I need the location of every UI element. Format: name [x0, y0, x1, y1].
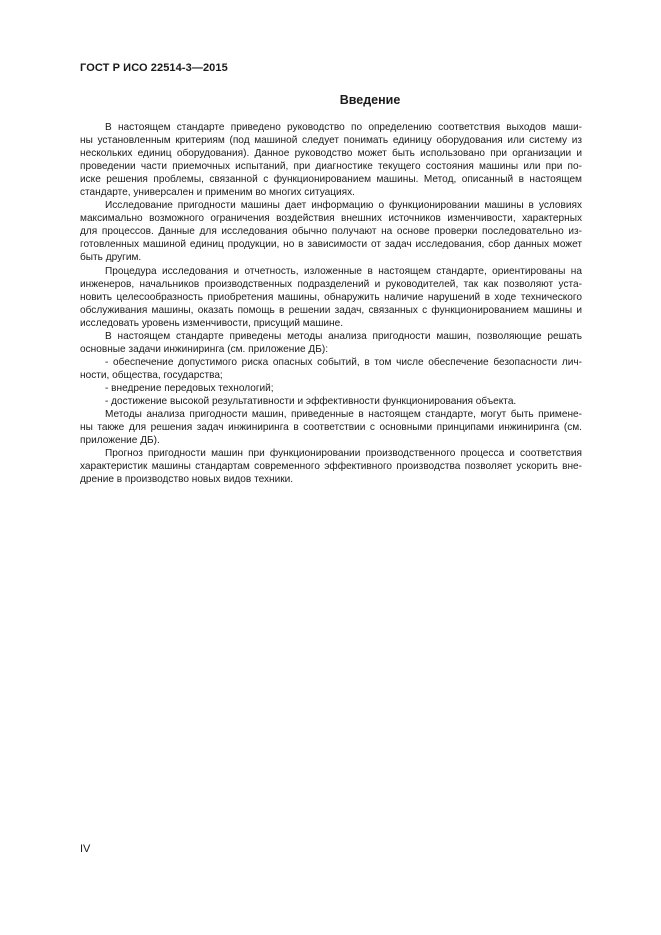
text-line: нескольких единиц оборудования). Данное руководство может быть использовано при организации и — [80, 148, 582, 160]
text-line: Прогноз пригодности машин при функционировании производственного процесса и соответствия — [105, 448, 582, 460]
paragraph — [80, 199, 582, 264]
text-line: дрение в производство новых видов техники. — [80, 474, 294, 486]
text-line: для процессов. Данные для исследования обычно получают на основе проверки последовательно из- — [80, 226, 582, 238]
text-line: ны также для решения задач инжиниринга в соответствии с основными принципами инжиниринга (см. — [80, 422, 582, 434]
text-line: готовленных машиной единиц продукции, но в зависимости от задач исследования, сбор данных может — [80, 239, 582, 251]
text-line: ности, общества, государства; — [80, 369, 223, 381]
text-line: основные задачи инжиниринга (см. приложение ДБ): — [80, 343, 329, 355]
paragraph — [80, 265, 582, 330]
text-line: характеристик машины стандартам современного эффективного производства позволяет ускорить вне- — [80, 461, 582, 473]
text-line: - достижение высокой результативности и эффективности функционирования объекта. — [105, 395, 517, 407]
list-item — [80, 382, 582, 395]
text-line: Исследование пригодности машины дает информацию о функционировании машины в условиях — [105, 200, 582, 212]
text-line: исследовать уровень изменчивости, присущий машине. — [80, 317, 344, 329]
text-line: В настоящем стандарте приведено руководство по определению соответствия выходов маши- — [105, 122, 582, 133]
text-line: иске решения проблемы, связанной с функционированием машины. Метод, описанный в настоящем — [80, 174, 582, 186]
text-line: Методы анализа пригодности машин, приведенные в настоящем стандарте, могут быть примене- — [105, 409, 582, 421]
paragraph — [80, 447, 582, 486]
text-line: приложение ДБ). — [80, 435, 160, 447]
text-line: ны установленным критериям (под машиной следует понимать единицу оборудования или систему из — [80, 135, 582, 147]
page-number: IV — [80, 843, 91, 855]
text-line: максимально возможного ограничения воздействия внешних источников изменчивости, характерных — [80, 213, 582, 225]
text-line: инженеров, начальников производственных подразделений и руководителей, так как позволяют уста- — [80, 278, 582, 290]
text-line: - внедрение передовых технологий; — [105, 382, 274, 394]
text-line: В настоящем стандарте приведены методы анализа пригодности машин, позволяющие решать — [105, 330, 582, 342]
introduction-text — [80, 121, 582, 486]
list-item — [80, 356, 582, 382]
text-line: быть другим. — [80, 252, 142, 264]
standard-number: ГОСТ Р ИСО 22514-3—2015 — [80, 62, 228, 74]
paragraph — [80, 330, 582, 356]
text-line: стандарте, универсален и применим во многих ситуациях. — [80, 187, 355, 199]
text-line: новить целесообразность приобретения машины, обнаружить наличие нарушений в ходе технического — [80, 291, 582, 303]
text-line: Процедура исследования и отчетность, изложенные в настоящем стандарте, ориентированы на — [105, 265, 582, 277]
section-title: Введение — [339, 93, 401, 107]
list-item — [80, 395, 582, 408]
paragraph — [80, 121, 582, 199]
paragraph — [80, 408, 582, 447]
text-line: проведении части приемочных испытаний, при диагностике текущего состояния машины или при по- — [80, 161, 582, 173]
text-line: обслуживания машины, оказать помощь в решении задач, связанных с функционированием машины и — [80, 304, 582, 316]
text-line: - обеспечение допустимого риска опасных событий, в том числе обеспечение безопасности лич- — [105, 356, 582, 368]
